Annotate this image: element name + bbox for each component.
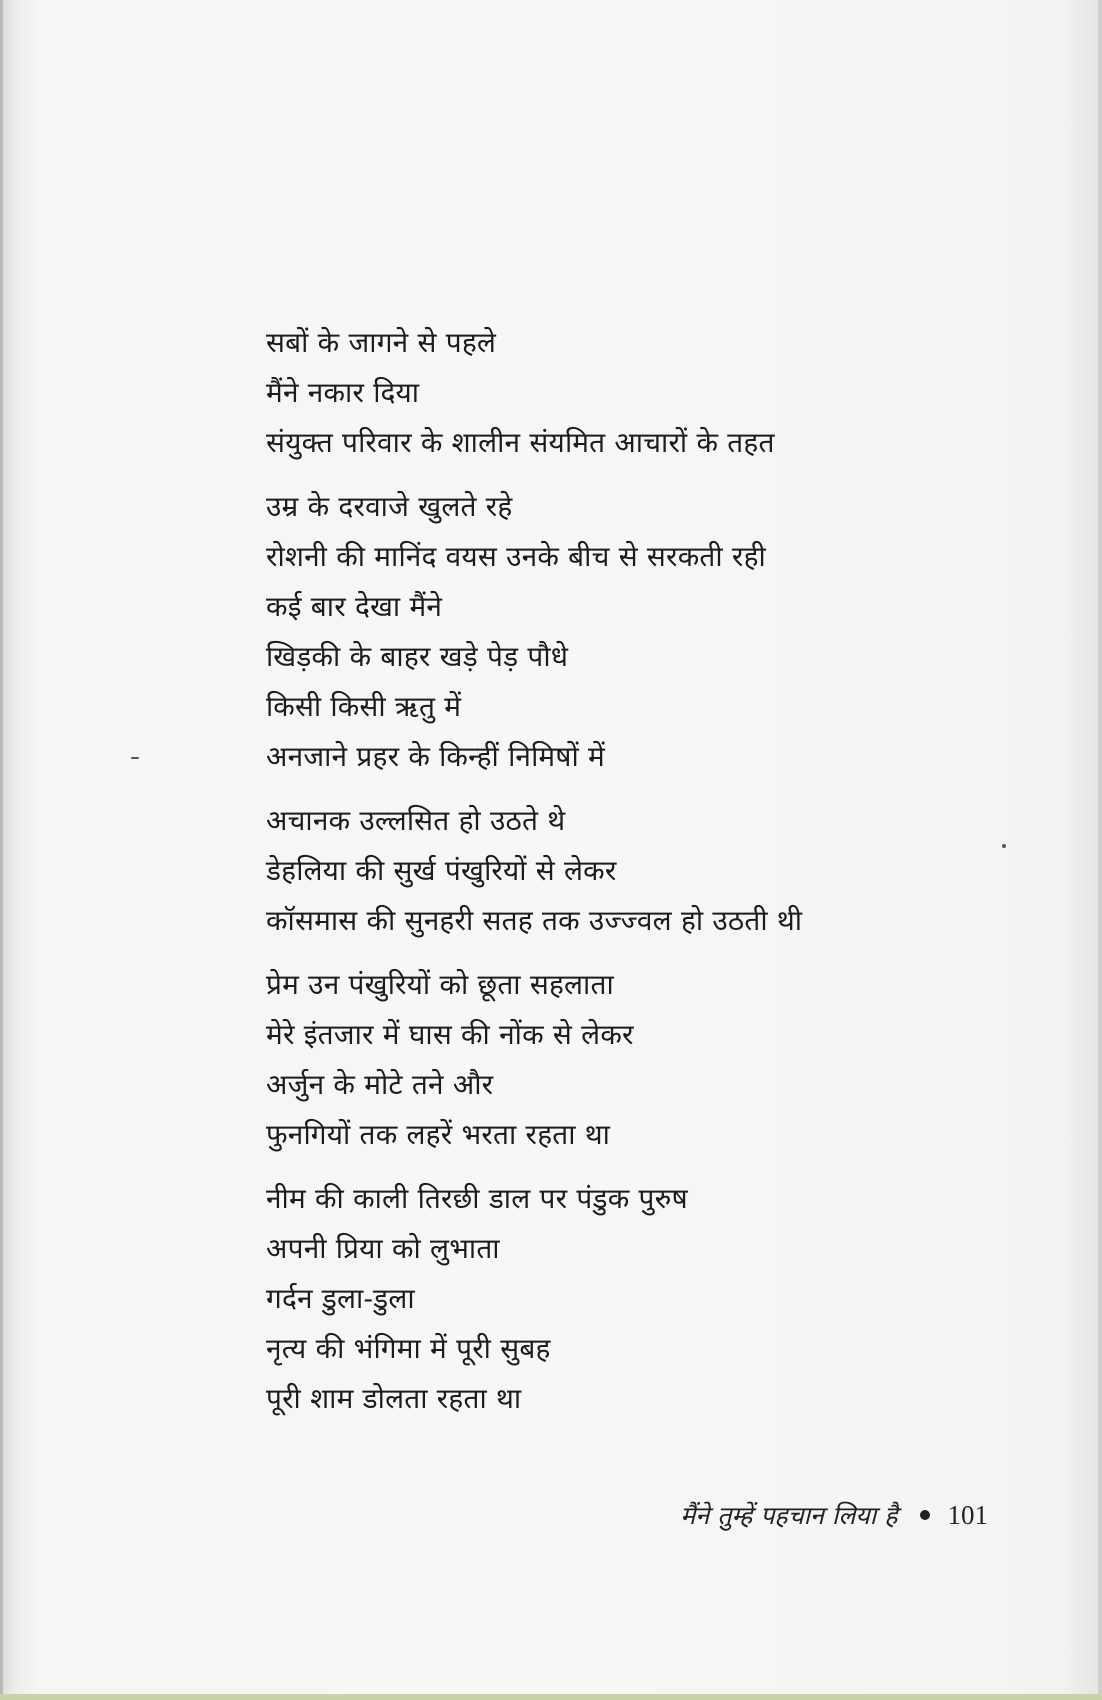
poem-line: गर्दन डुला-डुला <box>266 1282 415 1315</box>
poem-line: फुनगियों तक लहरें भरता रहता था <box>266 1118 611 1151</box>
poem-line: संयुक्त परिवार के शालीन संयमित आचारों के तहत <box>266 426 775 459</box>
poem-line: कॉसमास की सुनहरी सतह तक उज्ज्वल हो उठती थी <box>266 904 803 937</box>
bullet-separator-icon <box>920 1510 930 1520</box>
poem-line: अर्जुन के मोटे तने और <box>266 1068 494 1101</box>
stanza-5 <box>266 1174 1026 1424</box>
scan-bottom-edge <box>0 1694 1102 1700</box>
poem-line: अनजाने प्रहर के किन्हीं निमिषों में <box>266 740 605 773</box>
poem-line: किसी किसी ऋतु में <box>266 690 462 723</box>
page-binding-edge <box>0 0 3 1700</box>
poem-line: अचानक उल्लसित हो उठते थे <box>266 804 566 837</box>
poem-line: अपनी प्रिया को लुभाता <box>266 1232 500 1265</box>
stanza-3 <box>266 796 1026 946</box>
page-right-edge <box>1098 0 1102 1700</box>
poem-body <box>266 318 1026 1438</box>
scan-speck <box>1002 844 1006 848</box>
page-footer <box>680 1498 988 1532</box>
page-number: 101 <box>947 1499 988 1530</box>
poem-line: मैंने नकार दिया <box>266 376 420 409</box>
poem-line: उम्र के दरवाजे खुलते रहे <box>266 490 513 523</box>
stanza-2 <box>266 482 1026 782</box>
poem-line: सबों के जागने से पहले <box>266 326 497 359</box>
poem-line: डेहलिया की सुर्ख पंखुरियों से लेकर <box>266 854 617 887</box>
poem-line: रोशनी की मानिंद वयस उनके बीच से सरकती रही <box>266 540 766 573</box>
scan-speck <box>131 757 139 759</box>
poem-line: नीम की काली तिरछी डाल पर पंडुक पुरुष <box>266 1182 688 1215</box>
stanza-4 <box>266 960 1026 1160</box>
poem-line: प्रेम उन पंखुरियों को छूता सहलाता <box>266 968 614 1001</box>
poem-line: पूरी शाम डोलता रहता था <box>266 1382 522 1415</box>
poem-line: मेरे इंतजार में घास की नोंक से लेकर <box>266 1018 634 1051</box>
poem-line: कई बार देखा मैंने <box>266 590 443 623</box>
running-book-title: मैंने तुम्हें पहचान लिया है <box>680 1501 898 1530</box>
stanza-1 <box>266 318 1026 468</box>
poem-line: नृत्य की भंगिमा में पूरी सुबह <box>266 1332 551 1365</box>
poem-line: खिड़की के बाहर खड़े पेड़ पौधे <box>266 640 569 673</box>
